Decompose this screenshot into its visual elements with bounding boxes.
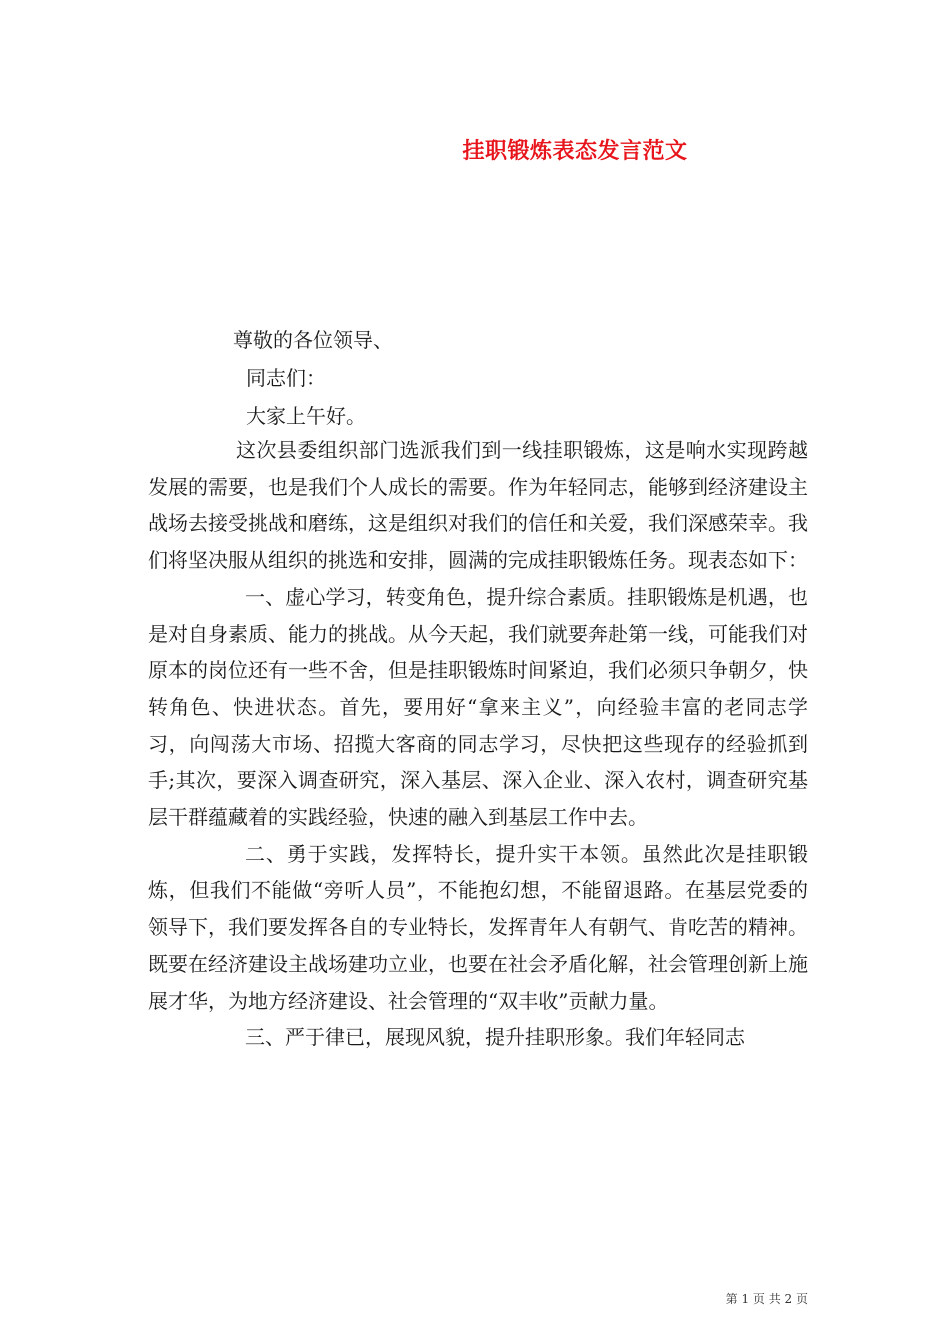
paragraph-intro: 这次县委组织部门选派我们到一线挂职锻炼，这是响水实现跨越发展的需要，也是我们个人成长的需要。作为年轻同志，能够到经济建设主战场去接受挑战和磨练，这是组织对我们的信任和关爱，我们深感荣幸。我们将坚决服从组织的挑选和安排，圆满的完成挂职锻炼任务。现表态如下： bbox=[148, 438, 808, 573]
paragraph-point-3: 三、严于律已，展现风貌，提升挂职形象。我们年轻同志 bbox=[245, 1025, 745, 1050]
greeting-line: 大家上午好。 bbox=[246, 404, 366, 428]
document-title: 挂职锻炼表态发言范文 bbox=[462, 138, 688, 164]
salutation-line-2: 同志们： bbox=[246, 366, 326, 390]
document-body bbox=[148, 432, 808, 1056]
paragraph-point-1: 一、虚心学习，转变角色，提升综合素质。挂职锻炼是机遇，也是对自身素质、能力的挑战。从今天起，我们就要奔赴第一线，可能我们对原本的岗位还有一些不舍，但是挂职锻炼时间紧迫，我们必须只争朝夕，快转角色、快进状态。首先，要用好“拿来主义”，向经验丰富的老同志学习，向闯荡大市场、招揽大客商的同志学习，尽快把这些现存的经验抓到手;其次，要深入调查研究，深入基层、深入企业、深入农村，调查研究基层干群蕴藏着的实践经验，快速的融入到基层工作中去。 bbox=[148, 584, 808, 830]
page-number-footer: 第 1 页 共 2 页 bbox=[725, 1292, 808, 1306]
salutation-line-1: 尊敬的各位领导、 bbox=[233, 328, 393, 352]
paragraph-point-2: 二、勇于实践，发挥特长，提升实干本领。虽然此次是挂职锻炼，但我们不能做“旁听人员”，不能抱幻想，不能留退路。在基层党委的领导下，我们要发挥各自的专业特长，发挥青年人有朝气、肯吃苦的精神。既要在经济建设主战场建功立业，也要在社会矛盾化解，社会管理创新上施展才华，为地方经济建设、社会管理的“双丰收”贡献力量。 bbox=[148, 841, 808, 1013]
